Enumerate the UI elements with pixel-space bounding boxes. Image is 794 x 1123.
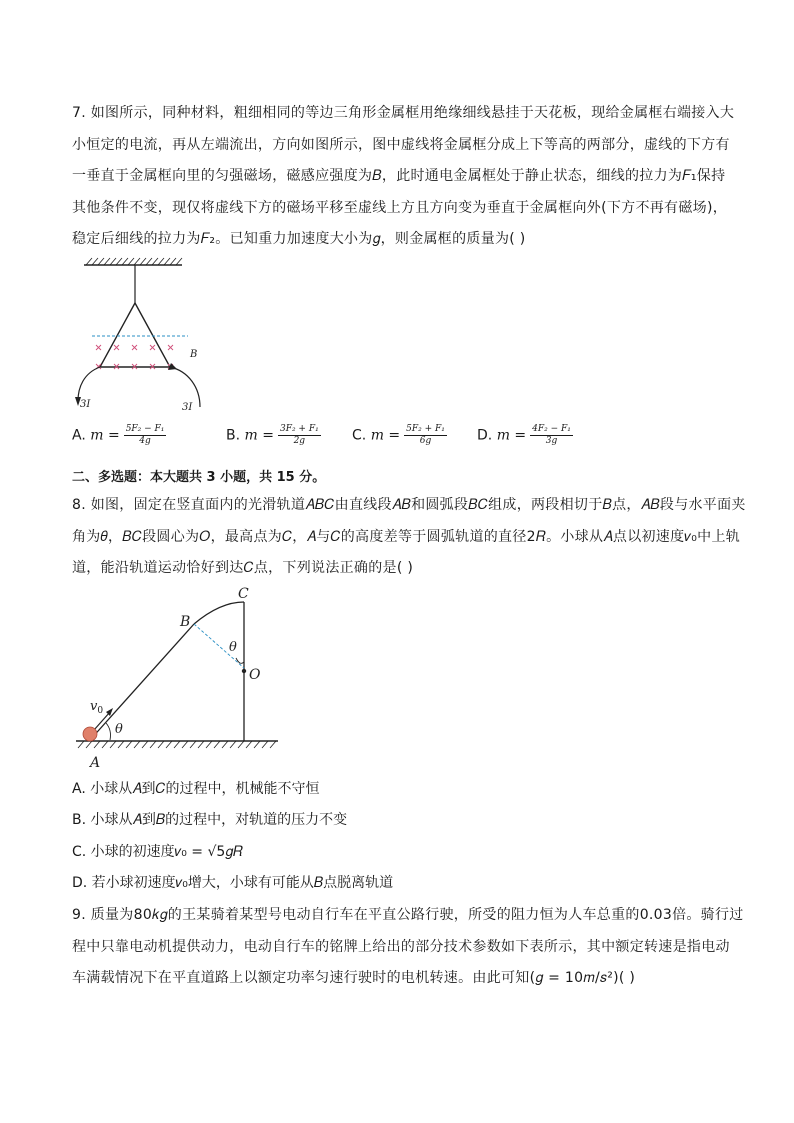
q7-line-4: 其他条件不变，现仅将虚线下方的磁场平移至虚线上方且方向变为垂直于金属框向外(下方不再有磁场)， (72, 199, 728, 216)
q9-line-2: 程中只靠电动机提供动力，电动自行车的铭牌上给出的部分技术参数如下表所示，其中额定转速是指电动 (72, 938, 730, 955)
ground-hatch (78, 741, 276, 748)
magnetic-field-crosses (96, 345, 173, 369)
q8-option-B[interactable]: B. 小球从𝐴到𝐵的过程中，对轨道的压力不变 (72, 812, 348, 828)
label-O: O (249, 667, 261, 683)
label-v-subscript: 0 (97, 706, 104, 716)
option-B-lhs: m = (244, 427, 274, 444)
question-9-text (72, 900, 744, 995)
question-7-text (72, 98, 735, 256)
option-C-numerator: 5F₂ + F₁ (406, 424, 445, 434)
option-D-denominator: 3g (545, 436, 558, 446)
label-v: v (90, 699, 98, 714)
q7-line-5: 稳定后细线的拉力为𝐹₂。已知重力加速度大小为𝑔，则金属框的质量为( ) (72, 231, 526, 247)
option-A-numerator: 5F₂ − F₁ (125, 424, 165, 434)
q9-line-1: 9. 质量为80𝑘𝑔的王某骑着某型号电动自行车在平直公路行驶，所受的阻力恒为人车总重的0.03倍。骑行过 (72, 907, 744, 923)
option-D[interactable] (477, 424, 573, 447)
section-2-heading: 二、多选题：本大题共 3 小题，共 15 分。 (72, 470, 326, 485)
option-A-fraction (124, 424, 167, 447)
option-B-denominator: 2g (293, 436, 306, 446)
label-C: C (238, 586, 249, 602)
option-D-label: D. (477, 427, 497, 444)
q7-figure (70, 255, 220, 415)
option-C-label: C. (352, 427, 371, 444)
q7-line-2: 小恒定的电流，再从左端流出，方向如图所示，图中虚线将金属框分成上下等高的两部分，虚线的下方有 (72, 136, 730, 153)
ball (83, 727, 97, 741)
ceiling-hatch (86, 258, 182, 265)
q9-line-3: 车满载情况下在平直道路上以额定功率匀速行驶时的电机转速。由此可知(𝑔 = 10𝑚/𝑠²)( ) (72, 970, 636, 986)
option-B-numerator: 3F₂ + F₁ (279, 424, 319, 434)
triangle-frame (100, 303, 170, 367)
option-C-fraction (404, 424, 447, 447)
q8-option-A[interactable]: A. 小球从𝐴到𝐶的过程中，机械能不守恒 (72, 781, 320, 797)
label-A: A (90, 755, 101, 771)
option-C-lhs: m = (370, 427, 401, 444)
option-B-label: B. (226, 427, 245, 444)
option-A-denominator: 4g (139, 436, 151, 446)
option-A-label: A. (72, 427, 91, 444)
center-O-dot (242, 669, 246, 673)
q8-option-C[interactable]: C. 小球的初速度𝑣₀ = √5𝑔𝑅 (72, 844, 243, 860)
option-D-fraction (530, 424, 573, 447)
q8-line-3: 道，能沿轨道运动恰好到达𝐶点，下列说法正确的是( ) (72, 560, 414, 576)
label-B: B (180, 614, 191, 630)
option-C-denominator: 6g (419, 436, 432, 446)
label-B: B (190, 349, 198, 360)
label-3I-left: 3I (80, 399, 91, 410)
left-lead-wire (78, 367, 100, 401)
q8-figure (70, 582, 290, 772)
label-theta-top: θ (229, 640, 237, 655)
q8-option-D[interactable]: D. 若小球初速度𝑣₀增大，小球有可能从𝐵点脱离轨道 (72, 875, 394, 891)
arc-BC (194, 602, 244, 624)
option-D-lhs: m = (496, 427, 527, 444)
q8-line-1: 8. 如图，固定在竖直面内的光滑轨道𝐴𝐵𝐶由直线段𝐴𝐵和圆弧段𝐵𝐶组成，两段相切于𝐵点，𝐴𝐵段与水平面夹 (72, 497, 746, 513)
label-v0 (90, 699, 103, 716)
option-C[interactable] (352, 424, 447, 447)
label-theta-bottom: θ (115, 722, 123, 737)
question-8-text (72, 490, 746, 585)
label-3I-right: 3I (182, 402, 193, 413)
option-A[interactable] (72, 424, 166, 447)
angle-theta-arc-bottom (106, 723, 111, 740)
option-B[interactable] (226, 424, 321, 447)
q8-line-2: 角为𝜃，𝐵𝐶段圆心为𝑂，最高点为𝐶，𝐴与𝐶的高度差等于圆弧轨道的直径2𝑅。小球从𝐴点以初速度𝑣₀中上轨 (72, 528, 741, 545)
option-A-lhs: m = (90, 427, 120, 444)
q7-line-3: 一垂直于金属框向里的匀强磁场，磁感应强度为𝐵，此时通电金属框处于静止状态，细线的拉力为𝐹₁保持 (72, 168, 726, 184)
right-lead-wire (170, 367, 200, 407)
option-B-fraction (278, 424, 321, 447)
q7-line-1: 7. 如图所示，同种材料，粗细相同的等边三角形金属框用绝缘细线悬挂于天花板，现给金属框右端接入大 (72, 105, 735, 121)
q7-options (72, 424, 722, 458)
track-AB (90, 624, 194, 740)
option-D-numerator: 4F₂ − F₁ (532, 424, 571, 434)
